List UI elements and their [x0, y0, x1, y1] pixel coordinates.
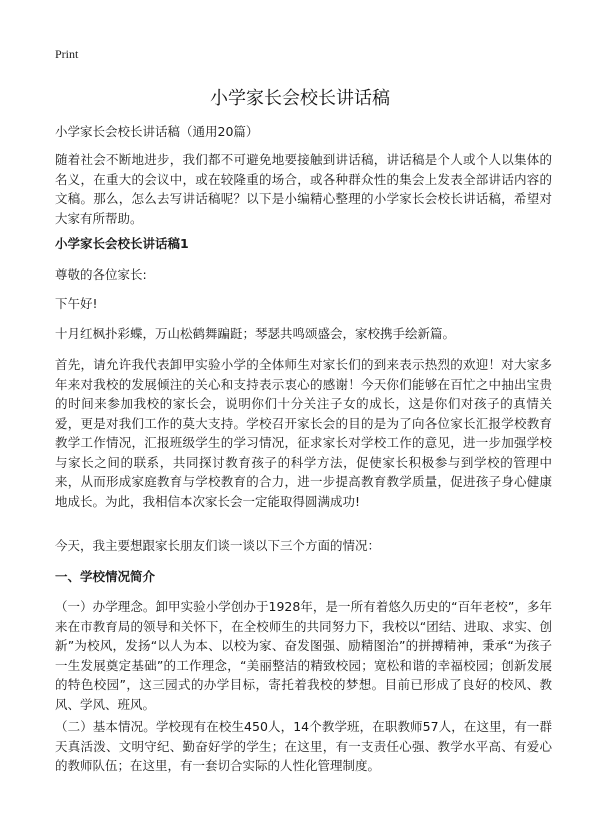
philosophy-paragraph: （一）办学理念。卸甲实验小学创办于1928年，是一所有着悠久历史的“百年老校”，多年来在市教育局的领导和关怀下，在全校师生的共同努力下，我校以“团结、进取、求实、创新”为校风，发扬“以人为本、以校为家、奋发图强、励精图治”的拼搏精神，秉承“为孩子一生发展奠定基础”的工作理念，“美丽整洁的精致校园；宽松和谐的幸福校园；创新发展的特色校园”，这三园式的办学目标，寄托着我校的梦想。目前已形成了良好的校风、教风、学风、班风。 [55, 599, 552, 712]
document-title: 小学家长会校长讲话稿 [210, 88, 390, 109]
opening-couplet: 十月红枫扑彩蝶，万山松鹤舞蹁跹；琴瑟共鸣颂盛会，家校携手绘新篇。 [55, 326, 456, 341]
welcome-paragraph: 首先，请允许我代表卸甲实验小学的全体师生对家长们的到来表示热烈的欢迎！对大家多年来对我校的发展倾注的关心和支持表示衷心的感谢！今天你们能够在百忙之中抽出宝贵的时间来参加我校的家长会，说明你们十分关注子女的成长，这是你们对孩子的真情关爱，更是对我们工作的莫大支持。学校召开家长会的目的是为了向各位家长汇报学校教育教学工作情况，汇报班级学生的学习情况，征求家长对学校工作的意见，进一步加强学校与家长之间的联系，共同探讨教育孩子的科学方法，促使家长积极参与到学校的管理中来，从而形成家庭教育与学校教育的合力，进一步提高教育教学质量，促进孩子身心健康地成长。为此，我相信本次家长会一定能取得圆满成功! [55, 357, 552, 509]
greeting-line: 下午好! [55, 296, 98, 311]
salutation-line: 尊敬的各位家长: [55, 267, 147, 282]
speech-heading: 小学家长会校长讲话稿1 [55, 236, 189, 251]
basic-info-paragraph: （二）基本情况。学校现有在校生450人，14个教学班，在职教师57人，在这里，有一群天真活泼、文明守纪、勤奋好学的学生；在这里，有一支责任心强、教学水平高、有爱心的教师队伍；在这里，有一套切合实际的人性化管理制度。 [55, 719, 552, 773]
intro-paragraph: 随着社会不断地进步，我们都不可避免地要接触到讲话稿，讲话稿是个人或个人以集体的名义，在重大的会议中，或在较隆重的场合，或各种群众性的集会上发表全部讲话内容的文稿。那么，怎么去写讲话稿呢？以下是小编精心整理的小学家长会校长讲话稿，希望对大家有所帮助。 [55, 152, 552, 226]
document-subtitle: 小学家长会校长讲话稿（通用20篇） [55, 124, 259, 139]
today-paragraph: 今天，我主要想跟家长朋友们谈一谈以下三个方面的情况： [55, 538, 381, 553]
section-heading: 一、学校情况简介 [55, 569, 156, 584]
print-link[interactable]: Print [55, 47, 79, 61]
